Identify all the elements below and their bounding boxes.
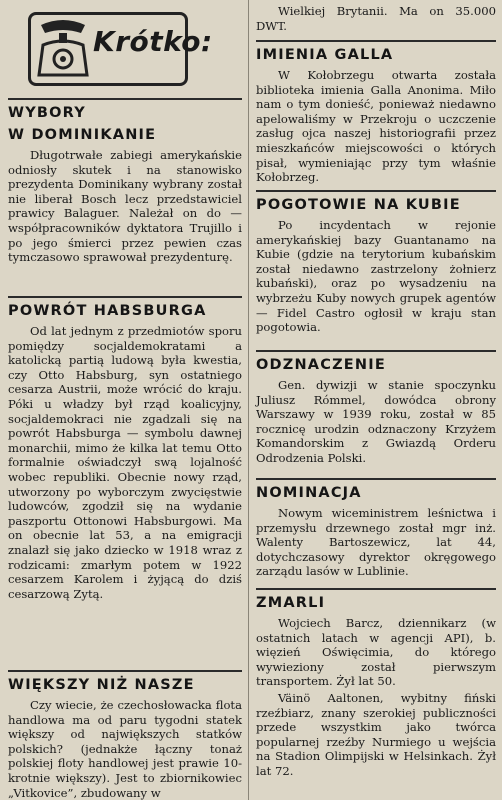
right-column <box>256 0 496 800</box>
article-body-2: Väinö Aaltonen, wybitny fiński rzeźbiarz, znany szerokiej publiczności przede wszystkim jako twórca popularnej rzeźby Nurmiego u wejścia na Stadion Olimpijski w Helsinkach. Żył lat 72. <box>256 690 496 778</box>
section-rule <box>8 98 242 100</box>
left-column <box>8 0 242 800</box>
column-divider <box>248 0 249 800</box>
section-heading: ZMARLI <box>256 595 326 611</box>
section-heading: NOMINACJA <box>256 485 362 501</box>
section-heading: POWRÓT HABSBURGA <box>8 303 207 319</box>
telephone-icon <box>33 17 93 83</box>
section-heading: ODZNACZENIE <box>256 357 386 373</box>
section-imienia <box>256 40 496 185</box>
section-rule <box>256 350 496 352</box>
section-rule <box>256 478 496 480</box>
section-heading: WYBORY <box>8 105 86 121</box>
section-heading-2: W DOMINIKANIE <box>8 127 157 143</box>
article-body: Po incydentach w rejonie amerykańskiej bazy Guantanamo na Kubie (gdzie na terytorium kubańskim został niedawno zastrzelony żołnierz kubański), oraz po wysadzeniu na wybrzeżu Kuby nowych grupek agentów — Fidel Castro ogłosił w kraju stan pogotowia. <box>256 218 496 335</box>
article-continuation: Wielkiej Brytanii. Ma on 35.000 DWT. <box>256 4 496 33</box>
article-body: Gen. dywizji w stanie spoczynku Juliusz Rómmel, dowódca obrony Warszawy w 1939 roku, został w 85 rocznicę urodzin odznaczony Krzyżem Komandorskim z Gwiazdą Orderu Odrodzenia Polski. <box>256 378 496 465</box>
article-body: Długotrwałe zabiegi amerykańskie odniosły skutek i na stanowisko prezydenta Dominikany wybrany został nie liberał Bosch lecz przedstawiciel prawicy Balaguer. Należał on do — współpracowników dyktatora Trujillo i po jego śmierci przez pewien czas tymczasowo sprawował prezydenturę. <box>8 148 242 265</box>
article-body: Od lat jednym z przedmiotów sporu pomiędzy socjaldemokratami a katolicką partią ludową była kwestia, czy Otto Habsburg, syn ostatniego cesarza Austrii, może wrócić do kraju. Póki u władzy był rząd koalicyjny, socjaldemokraci nie zgadzali się na powrót Habsburga — symbolu dawnej monarchii, mimo że kilka lat temu Otto formalnie oświadczył swą lojalność wobec republiki. Obecnie nowy rząd, utworzony po wyborczym zwycięstwie ludowców, zgodził się na wydanie paszportu Ottonowi Habsburgowi. Ma on obecnie lat 53, a na emigracji znalazł się jako dziecko w 1918 wraz z rodzicami: zmarłym potem w 1922 cesarzem Karolem i żyjącą do dziś cesarzową Zytą. <box>8 324 242 601</box>
section-zmarli <box>256 588 496 779</box>
section-nominacja <box>256 478 496 579</box>
section-odznaczenie <box>256 350 496 466</box>
section-pogotowie <box>256 190 496 335</box>
article-body: Nowym wiceministrem leśnictwa i przemysłu drzewnego został mgr inż. Walenty Bartoszewicz, lat 44, dotychczasowy dyrektor okręgowego zarządu lasów w Lublinie. <box>256 506 496 579</box>
section-rule <box>256 40 496 42</box>
section-wiekszy <box>8 670 242 800</box>
section-wybory <box>8 98 242 265</box>
logo-text: Krótko: <box>93 25 213 58</box>
section-powrot <box>8 296 242 601</box>
section-heading: POGOTOWIE NA KUBIE <box>256 197 461 213</box>
section-rule <box>256 588 496 590</box>
article-body: Wojciech Barcz, dziennikarz (w ostatnich latach w agencji API), b. więzień Oświęcimia, do którego wywieziony został pierwszym transportem. Żył lat 50. <box>256 616 496 689</box>
article-body: Czy wiecie, że czechosłowacka flota handlowa ma od paru tygodni statek większy od największych statków polskich? (jednakże łączny tonaż polskiej floty handlowej jest prawie 10-krotnie większy). Jest to zbiornikowiec „Vitkovice”, zbudowany w <box>8 698 242 800</box>
section-rule <box>8 296 242 298</box>
section-rule <box>256 190 496 192</box>
article-body: W Kołobrzegu otwarta została biblioteka imienia Galla Anonima. Miło nam o tym donieść, ponieważ niedawno apelowaliśmy w Przekroju o uczczenie zasług ojca naszej historiografii przez mieszkańców miejscowości o których pisał, wymieniając przy tym właśnie Kołobrzeg. <box>256 68 496 185</box>
krotko-logo <box>28 12 213 86</box>
section-continuation <box>256 4 496 33</box>
section-rule <box>8 670 242 672</box>
section-heading: IMIENIA GALLA <box>256 47 394 63</box>
section-heading: WIĘKSZY NIŻ NASZE <box>8 677 195 693</box>
